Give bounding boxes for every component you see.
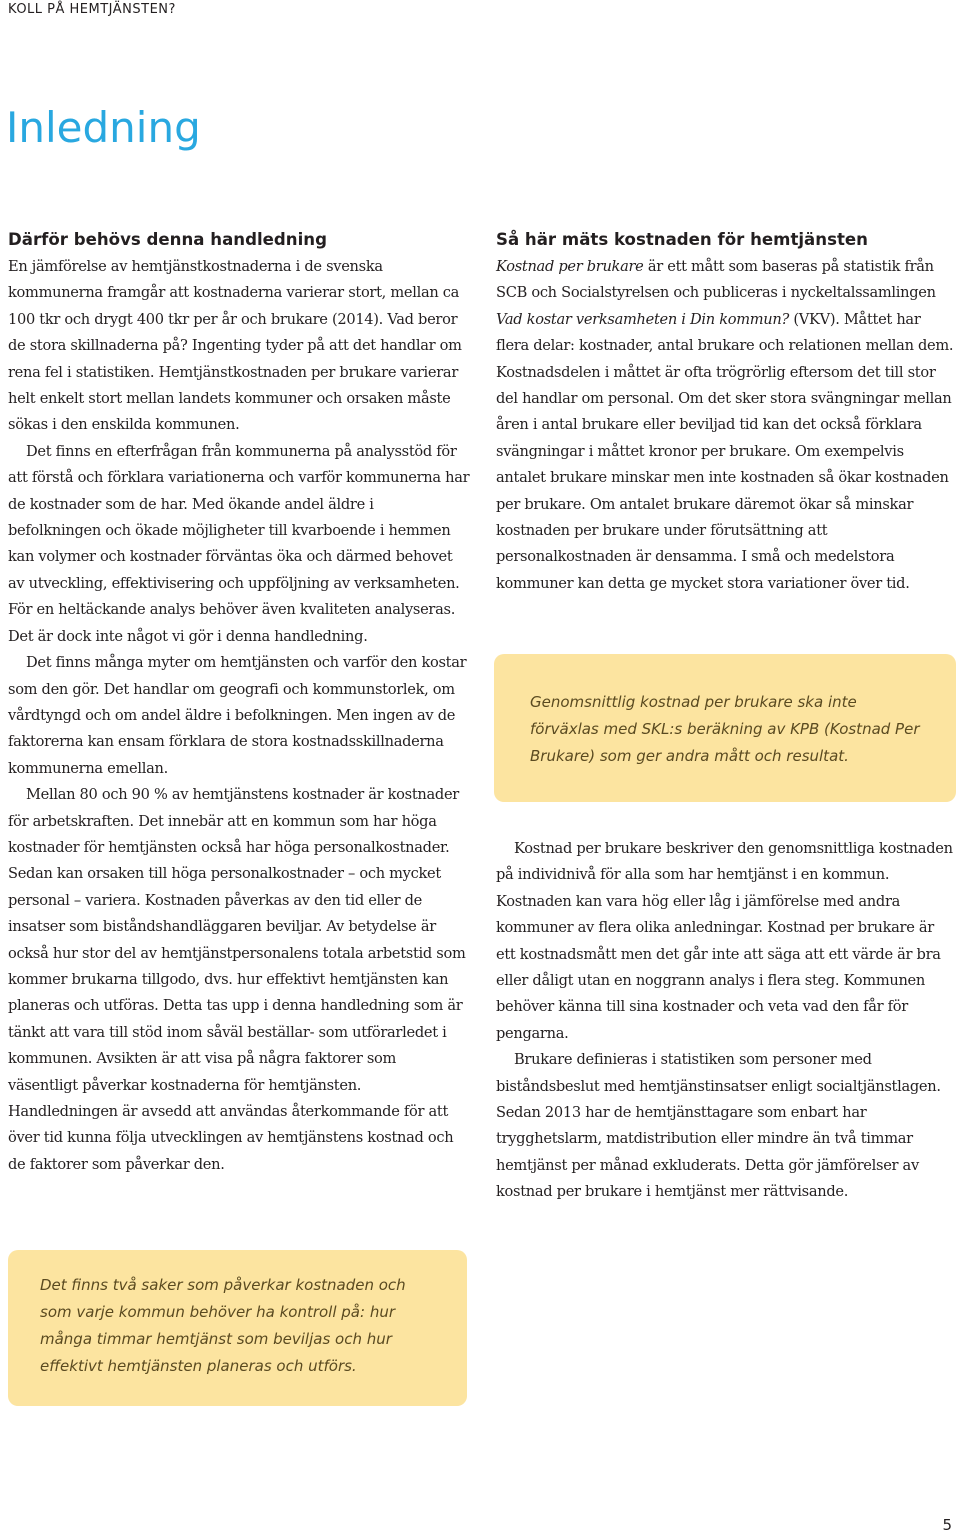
left-paragraph-2: Det finns en efterfrågan från kommunerna på analysstöd för att förstå och förklara variationerna och varför kommunerna har de kostnader som de har. Med ökande andel äldre i befolkningen och ökade möjligheter till kvarboende i hemmen kan volymer och kostnader förväntas öka och därmed behovet av utveckling, effektivisering och uppföljning av verksamheten. För en heltäckande analys behöver även kvaliteten analyseras. Det är dock inte något vi gör i denna handledning.: [8, 442, 470, 645]
left-paragraph-1: En jämförelse av hemtjänstkostnaderna i de svenska kommunerna framgår att kostnaderna varierar stort, mellan ca 100 tkr och drygt 400 tkr per år och brukare (2014). Vad beror de stora skillnaderna på? Ingenting tyder på att det handlar om rena fel i statistiken. Hemtjänstkostnaden per brukare varierar helt enkelt stort mellan landets kommuner och orsaken måste sökas i den enskilda kommunen.: [8, 258, 462, 434]
right-paragraph-3: Brukare definieras i statistiken som personer med biståndsbeslut med hemtjänstinsatser enligt socialtjänstlagen. Sedan 2013 har de hemtjänsttagare som enbart har trygghetslarm, matdistribution eller mindre än två timmar hemtjänst per månad exkluderats. Detta gör jämförelser av kostnad per brukare i hemtjänst mer rättvisande.: [496, 1051, 941, 1201]
right-paragraph-2: Kostnad per brukare beskriver den genomsnittliga kostnaden på individnivå för alla som har hemtjänst i en kommun. Kostnaden kan vara hög eller låg i jämförelse med andra kommuner av flera olika anledningar. Kostnad per brukare är ett kostnadsmått men det går inte att säga att ett värde är bra eller dåligt utan en noggrann analys i flera steg. Kommunen behöver känna till sina kostnader och veta vad den får för pengarna.: [496, 840, 953, 1042]
intro-italic-term: Kostnad per brukare: [496, 258, 644, 275]
right-column-lower: [496, 836, 954, 1206]
intro-text-2: (VKV). Måttet har flera delar: kostnader, antal brukare och relationen mellan dem. Kostnadsdelen i måttet är ofta trögrörlig eftersom det till stor del handlar om personal. Om det sker stora svängningar mellan åren i antal brukare eller beviljad tid kan det också förklara svängningar i måttet kronor per brukare. Om exempelvis antalet brukare minskar men inte kostnaden så ökar kostnaden per brukare. Om antalet brukare däremot ökar så minskar kostnaden per brukare under förutsättning att personalkostnaden är densamma. I små och medelstora kommuner kan detta ge mycket stora variationer över tid.: [496, 310, 954, 592]
intro-italic-publication: Vad kostar verksamheten i Din kommun?: [496, 310, 790, 328]
intro-text-1: är ett mått som baseras på statistik från SCB och Socialstyrelsen och publiceras i nyckeltalssamlingen: [496, 258, 936, 302]
page-number: 5: [942, 1516, 952, 1534]
right-section-heading: Så här mäts kostnaden för hemtjänsten: [496, 230, 868, 249]
page-title: Inledning: [6, 103, 201, 152]
callout-box-left: Det finns två saker som påverkar kostnaden och som varje kommun behöver ha kontroll på: hur många timmar hemtjänst som beviljas och hur effektivt hemtjänsten planeras och utförs.: [8, 1250, 467, 1406]
right-intro-paragraph: [496, 254, 954, 597]
left-paragraph-4: Mellan 80 och 90 % av hemtjänstens kostnader är kostnader för arbetskraften. Det innebär att en kommun som har höga kostnader för hemtjänsten också har höga personalkostnader. Sedan kan orsaken till höga personalkostnader – och mycket personal – variera. Kostnaden påverkas av den tid eller de insatser som biståndshandläggaren beviljar. Av betydelse är också hur stor del av hemtjänstpersonalens totala arbetstid som kommer brukarna tillgodo, dvs. hur effektivt hemtjänsten kan planeras och utföras. Detta tas upp i denna handledning som är tänkt att vara till stöd inom såväl beställar- som utförarledet i kommunen. Avsikten är att visa på några faktorer som väsentligt påverkar kostnaderna för hemtjänsten. Handledningen är avsedd att användas återkommande för att över tid kunna följa utvecklingen av hemtjänstens kostnad och de faktorer som påverkar den.: [8, 786, 466, 1173]
running-header: KOLL PÅ HEMTJÄNSTEN?: [8, 2, 176, 17]
left-section-heading: Därför behövs denna handledning: [8, 230, 328, 249]
right-column: [496, 226, 954, 597]
callout-box-right: Genomsnittlig kostnad per brukare ska inte förväxlas med SKL:s beräkning av KPB (Kostnad Per Brukare) som ger andra mått och resultat.: [494, 654, 956, 802]
left-paragraph-3: Det finns många myter om hemtjänsten och varför den kostar som den gör. Det handlar om geografi och kommunstorlek, om vårdtyngd och om andel äldre i befolkningen. Men ingen av de faktorerna kan ensam förklara de stora kostnadsskillnaderna kommunerna emellan.: [8, 654, 467, 777]
left-column: [8, 226, 470, 1178]
